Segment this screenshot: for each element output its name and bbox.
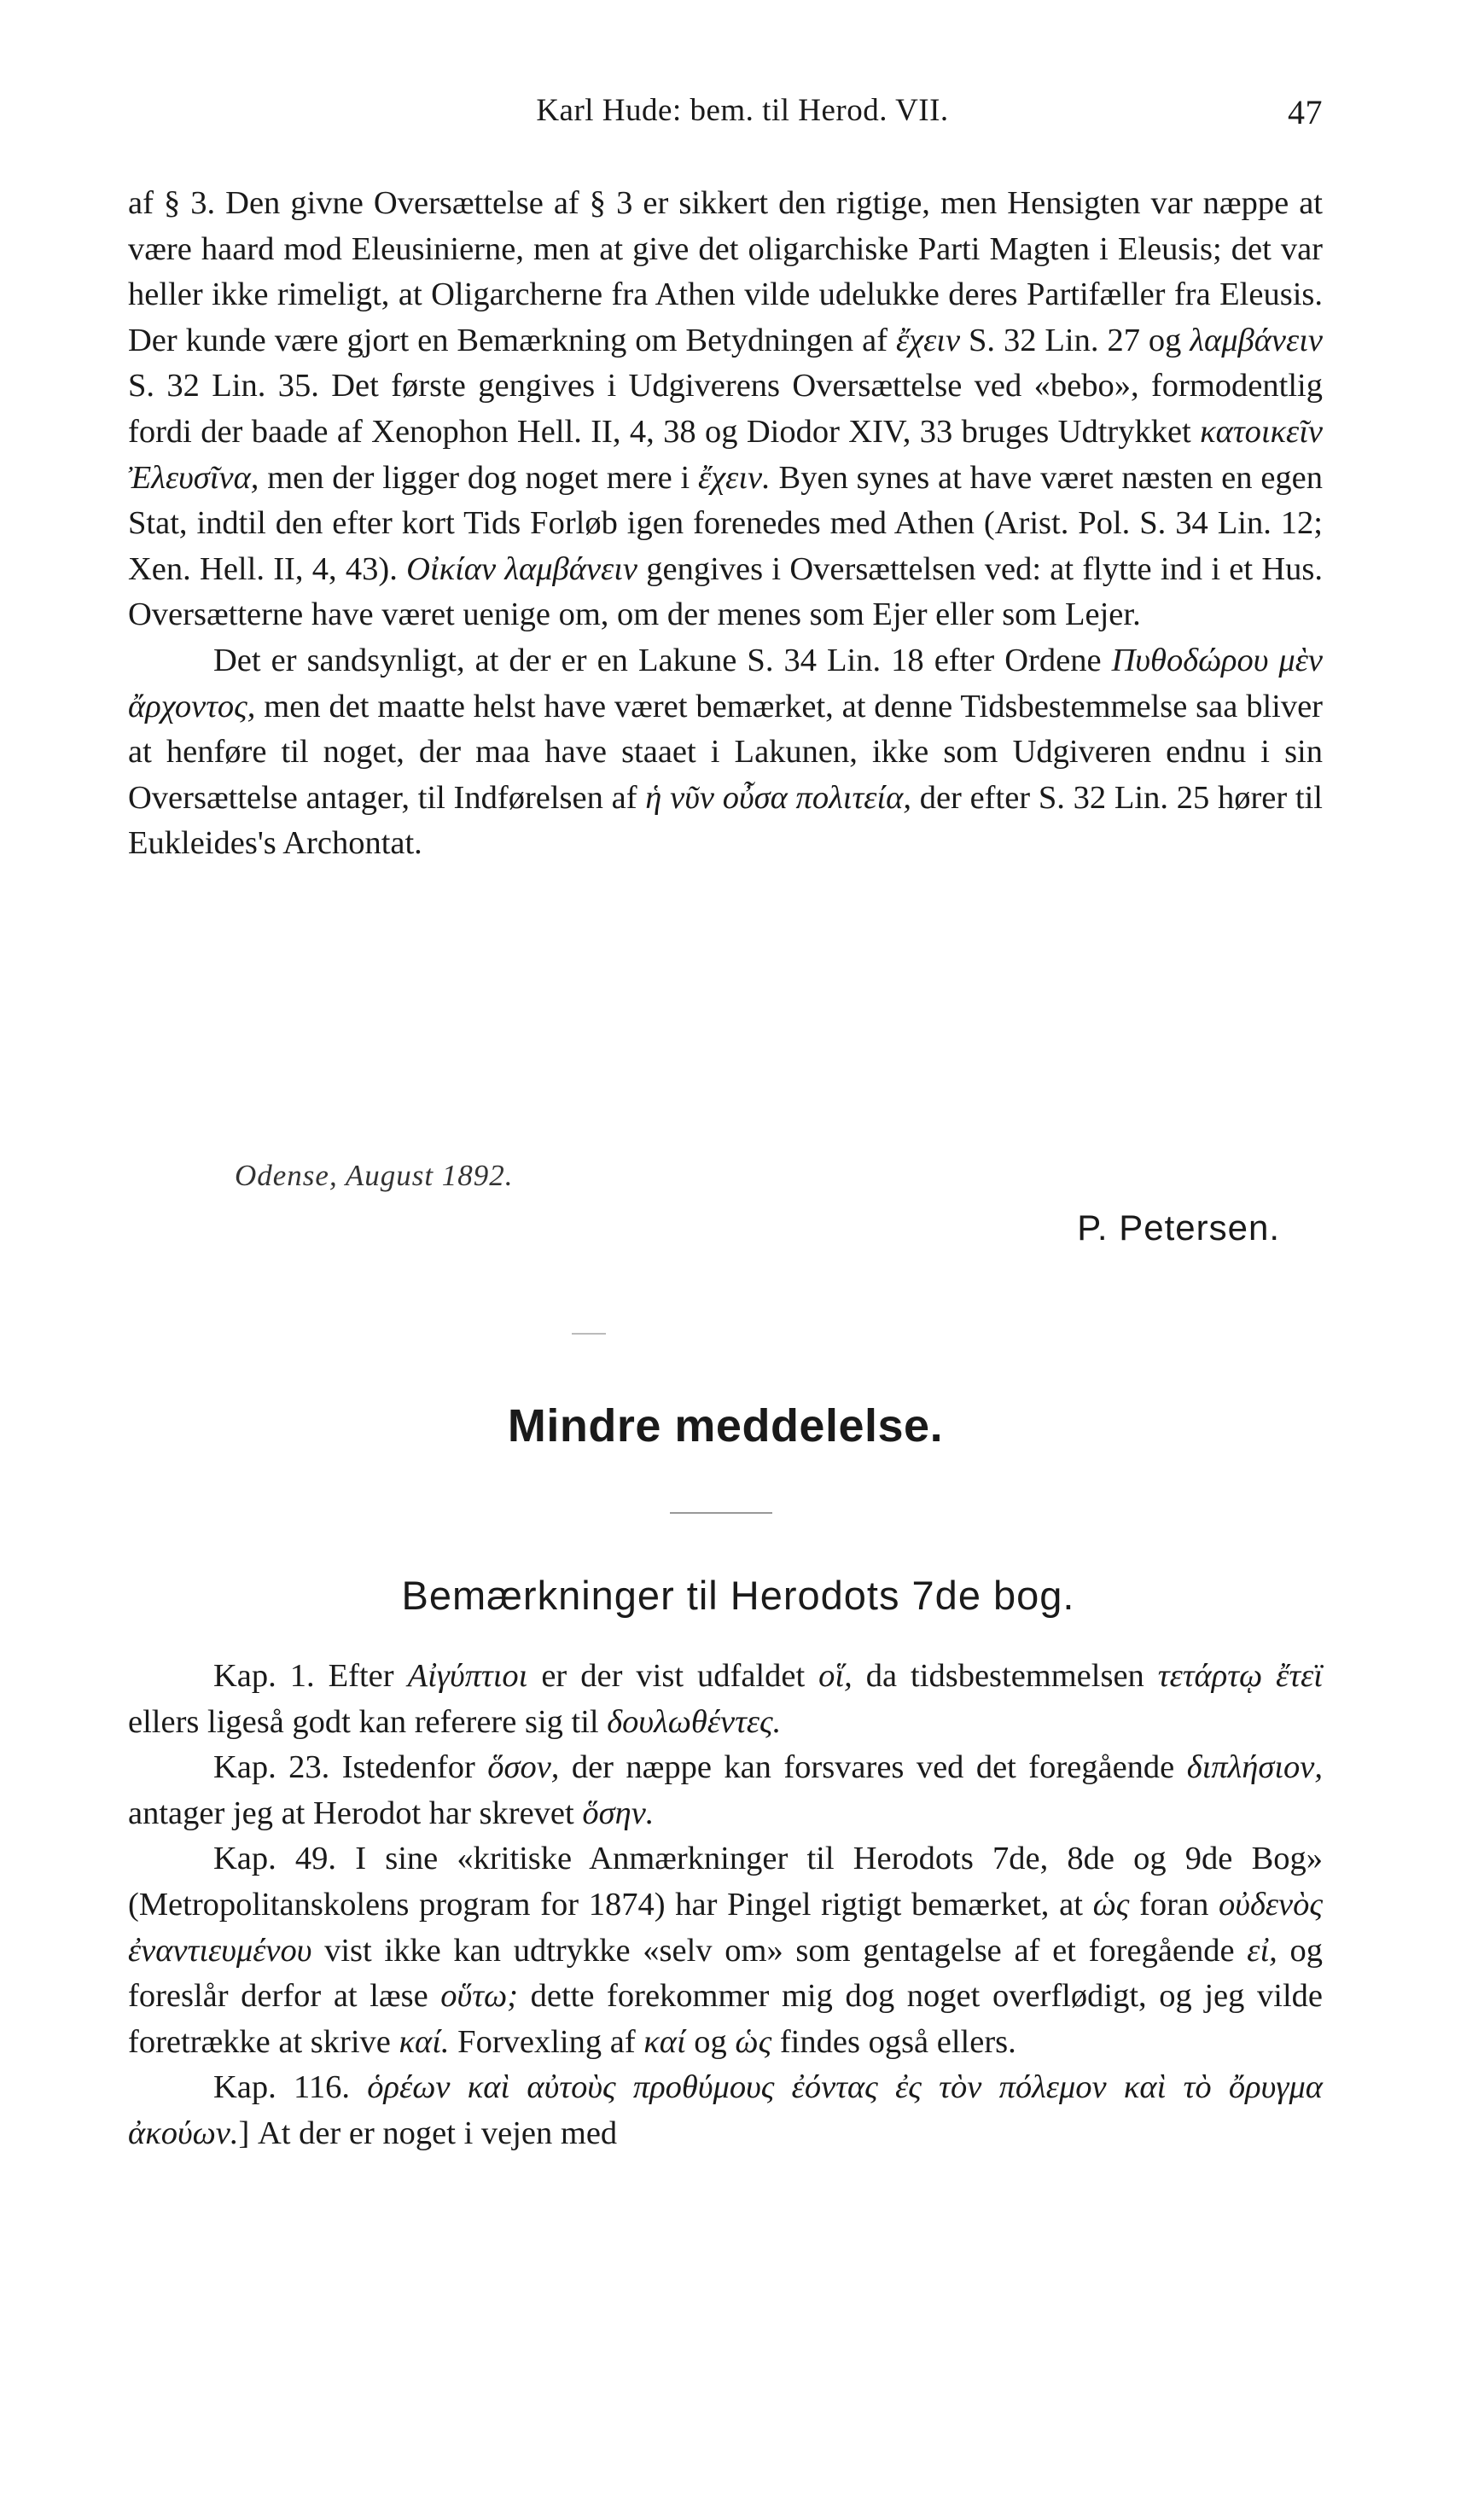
divider [670, 1512, 772, 1514]
text-run: vist ikke kan udtrykke «selv om» som gentagelse af et foregående [311, 1932, 1248, 1969]
text-run: Kap. 1. Efter [213, 1658, 408, 1694]
text-run: foran [1129, 1886, 1219, 1923]
text-run: Kap. 49. I sine «kritiske Anmærkninger til Herodots 7de, 8de og 9de Bog» (Metropolitanskolens program for 1874) har Pingel rigtigt bemærket, at [128, 1841, 1323, 1923]
continued-article-text [128, 181, 1323, 867]
text-run: da tidsbestemmelsen [852, 1658, 1158, 1694]
paragraph [128, 181, 1323, 638]
greek-phrase: τετάρτῳ ἔτεϊ [1157, 1658, 1323, 1694]
greek-phrase: ὡς [1092, 1886, 1130, 1923]
text-run: ] At der er noget i vejen med [238, 2115, 618, 2151]
paragraph [128, 1745, 1323, 1836]
text-run: af § 3. Den givne Oversættelse af § 3 er sikkert den rigtige, men Hensigten var næppe at være haard mod Eleusinierne, men at give det oligarchiske Parti Magten i Eleusis; det var heller ikke rimeligt, at Oligarcherne fra Athen vilde udelukke deres Partifæller fra Eleusis. Der kunde være gjort en Bemærkning om Betydningen af [128, 185, 1323, 358]
greek-phrase: ἔχειν. [698, 459, 771, 496]
greek-phrase: Πυθοδώρου μὲν ἄρχοντος, [128, 642, 1323, 724]
greek-phrase: ἔχειν [895, 322, 961, 358]
text-run: S. 32 Lin. 35. Det første gengives i Udgiverens Oversættelse ved «bebo», formodentlig fordi der baade af Xenophon Hell. II, 4, 38 og Diodor XIV, 33 bruges Udtrykket [128, 368, 1323, 450]
text-run: er der vist udfaldet [527, 1658, 819, 1694]
dateline: Odense, August 1892. [235, 1159, 514, 1192]
text-run: S. 32 Lin. 27 og [960, 322, 1190, 358]
greek-phrase: ὅσον, [487, 1749, 560, 1786]
greek-phrase: οὐδενὸς ἐναντιευμένου [128, 1886, 1323, 1969]
text-run: ellers ligeså godt kan referere sig til [128, 1703, 608, 1740]
greek-phrase: ὅσην. [582, 1795, 655, 1831]
article-body [128, 1654, 1323, 2157]
text-run: Byen synes at have været næsten en egen Stat, indtil den efter kort Tids Forløb igen forenedes med Athen (Arist. Pol. S. 34 Lin. 12; Xen. Hell. II, 4, 43). [128, 459, 1323, 587]
paragraph [128, 1836, 1323, 2065]
greek-phrase: ὁρέων καὶ αὐτοὺς προθύμους ἐόντας ἐς τὸν πόλεμον καὶ τὸ ὄρυγμα ἀκούων. [128, 2069, 1323, 2151]
greek-phrase: καί [643, 2023, 686, 2060]
greek-phrase: κατοικεῖν Ἐλευσῖνα, [128, 413, 1323, 496]
greek-phrase: ἡ νῦν οὖσα πολιτεία, [645, 779, 911, 816]
paragraph [128, 638, 1323, 867]
text-run: der næppe kan forsvares ved det foregående [559, 1749, 1187, 1786]
text-run: gengives i Oversættelsen ved: at flytte ind i et Hus. Oversætterne have været uenige om, om der menes som Ejer eller som Lejer. [128, 550, 1324, 633]
greek-phrase: ὡς [735, 2023, 772, 2060]
running-title: Karl Hude: bem. til Herod. VII. [536, 93, 949, 128]
author-signature: P. Petersen. [1077, 1207, 1280, 1248]
text-run: Forvexling af [449, 2023, 644, 2060]
greek-phrase: οὕτω; [440, 1978, 519, 2015]
text-run: der efter S. 32 Lin. 25 hører til Eukleides's Archontat. [128, 779, 1324, 862]
text-run: findes også ellers. [771, 2023, 1016, 2060]
article-title: Bemærkninger til Herodots 7de bog. [401, 1573, 1075, 1618]
section-heading: Mindre meddelelse. [507, 1400, 944, 1451]
greek-phrase: λαμβάνειν [1190, 322, 1323, 358]
running-head [128, 92, 1323, 135]
text-run: og [685, 2023, 736, 2060]
greek-phrase: Οἰκίαν λαμβάνειν [406, 550, 637, 587]
text-run: men der ligger dog noget mere i [259, 459, 699, 496]
text-run: antager jeg at Herodot har skrevet [128, 1795, 583, 1831]
text-run: Kap. 116. [213, 2069, 368, 2106]
page-number: 47 [1288, 93, 1323, 131]
journal-page [128, 0, 1323, 2519]
greek-phrase: διπλήσιον, [1186, 1749, 1323, 1786]
paragraph [128, 1654, 1323, 1745]
text-run: men det maatte helst have været bemærket, at denne Tidsbestemmelse saa bliver at henføre til noget, der maa have staaet i Lakunen, ikke som Udgiveren endnu i sin Oversættelse antager, til Indførelsen af [128, 688, 1323, 816]
greek-phrase: καί. [399, 2023, 450, 2060]
text-run: Kap. 23. Istedenfor [213, 1749, 488, 1786]
text-run: Det er sandsynligt, at der er en Lakune S. 34 Lin. 18 efter Ordene [213, 642, 1112, 678]
greek-phrase: οἵ, [818, 1658, 853, 1694]
greek-phrase: Αἰγύπτιοι [407, 1658, 528, 1694]
text-run: dette forekommer mig dog noget overflødigt, og jeg vilde foretrække at skrive [128, 1978, 1323, 2060]
divider [572, 1333, 606, 1335]
text-run: og foreslår derfor at læse [128, 1932, 1324, 2015]
greek-phrase: εἰ, [1247, 1932, 1277, 1969]
paragraph [128, 2065, 1323, 2156]
greek-phrase: δουλωθέντες. [607, 1703, 782, 1740]
